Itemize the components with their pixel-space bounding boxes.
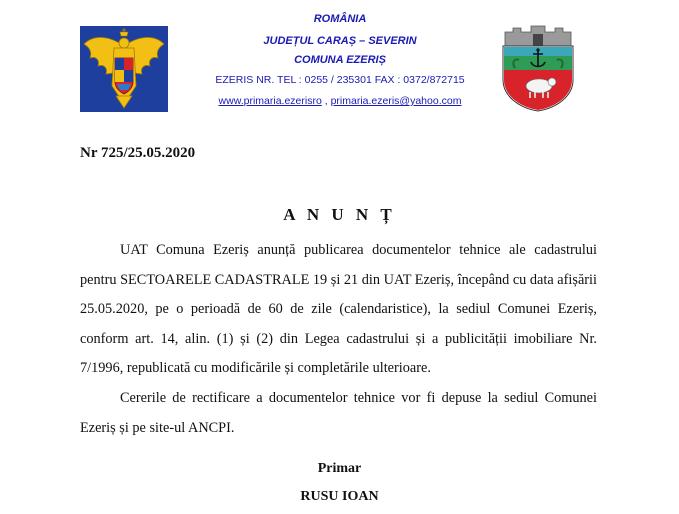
signature-role: Primar: [317, 461, 362, 476]
email-link[interactable]: primaria.ezeris@yahoo.com: [330, 95, 462, 107]
ezeris-commune-crest-icon: [497, 24, 579, 112]
announcement-paragraph-2: Cererile de rectificare a documentelor tehnice vor fi depuse la sediul Comunei Ezeriș și pe site-ul ANCPI.: [80, 389, 597, 436]
announcement-body: [80, 236, 597, 443]
header-links: [185, 95, 495, 107]
signature-name: RUSU IOAN: [300, 489, 379, 504]
header-county: JUDEȚUL CARAȘ – SEVERIN: [263, 35, 417, 47]
romania-coat-of-arms-icon: [80, 26, 168, 112]
document-number: Nr 725/25.05.2020: [80, 145, 196, 161]
announcement-paragraph-1: UAT Comuna Ezeriș anunță publicarea documentelor tehnice ale cadastrului pentru SECTOARELE CADASTRALE 19 și 21 din UAT Ezeriș, începând cu data afișării 25.05.2020, pe o perioadă de 60 de zile (calendaristice), la sediul Comunei Ezeriș, conform art. 14, alin. (1) și (2) din Legea cadastrului și a publicității imobiliare Nr. 7/1996, republicată cu modificările și completările ulterioare.: [80, 242, 597, 377]
link-separator: ,: [321, 95, 331, 107]
header-country: ROMÂNIA: [313, 13, 367, 25]
document-title: A N U N Ț: [283, 205, 396, 224]
header-commune: COMUNA EZERIȘ: [294, 54, 386, 66]
header-contact: EZERIS NR. TEL : 0255 / 235301 FAX : 0372/872715: [215, 74, 465, 86]
website-link[interactable]: www.primaria.ezerisro: [218, 95, 322, 107]
